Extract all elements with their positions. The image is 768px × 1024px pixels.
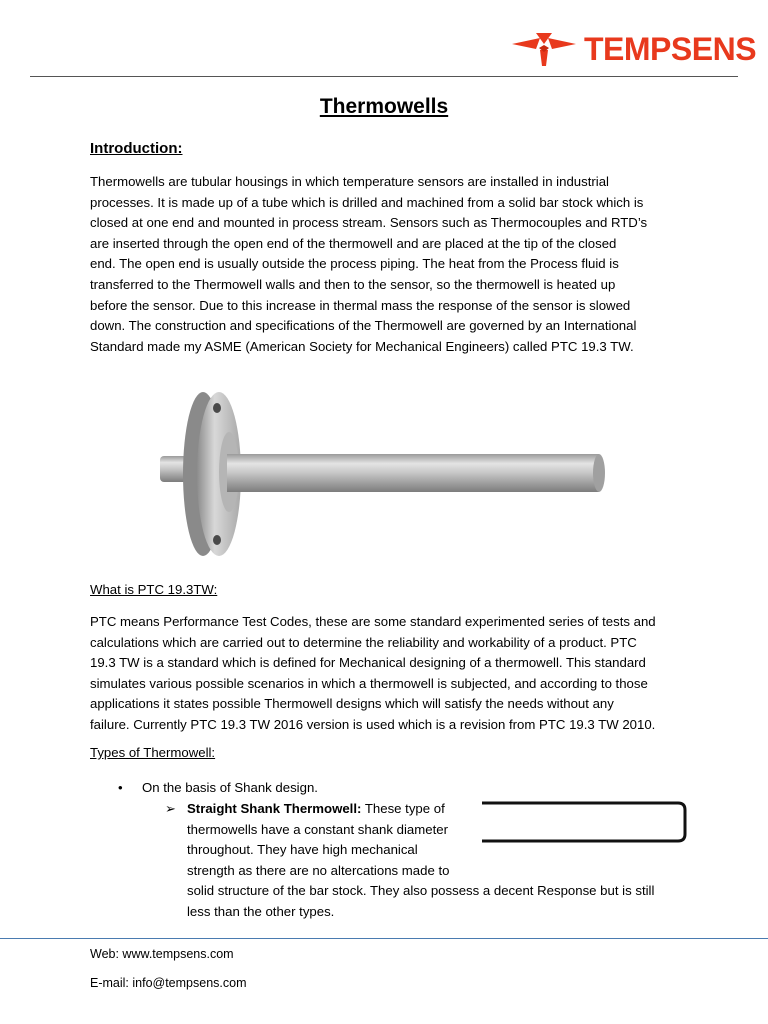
straight-shank-paragraph	[187, 799, 487, 881]
ptc-line: applications it states possible Thermowell designs which will satisfy the needs without any	[90, 696, 614, 712]
intro-line: transferred to the Thermowell walls and then to the sensor, so the thermowell is heated up	[90, 276, 616, 292]
tempsens-logo-icon	[510, 30, 580, 68]
introduction-heading: Introduction:	[90, 140, 183, 157]
ptc-line: failure. Currently PTC 19.3 TW 2016 version is used which is a revision from PTC 19.3 TW 2010.	[90, 716, 656, 732]
intro-line: down. The construction and specifications of the Thermowell are governed by an International	[90, 318, 637, 334]
arrow-bullet-icon: ➢	[165, 801, 176, 816]
straight-shank-line	[187, 799, 487, 820]
footer-email[interactable]: E-mail: info@tempsens.com	[90, 976, 247, 990]
ptc-line: simulates various possible scenarios in which a thermowell is subjected, and according to those	[90, 675, 648, 691]
ptc-line: PTC means Performance Test Codes, these are some standard experimented series of tests and	[90, 614, 656, 629]
straight-shank-line: less than the other types.	[187, 903, 335, 919]
ptc-paragraph	[90, 612, 690, 736]
page-title: Thermowells	[319, 95, 449, 118]
intro-line: processes. It is made up of a tube which is drilled and machined from a solid bar stock which is	[90, 194, 644, 210]
intro-line: are inserted through the open end of the thermowell and are placed at the tip of the closed	[90, 235, 617, 251]
intro-line: before the sensor. Due to this increase in thermal mass the response of the sensor is slowed	[90, 297, 631, 313]
ptc-line: calculations which are carried out to determine the reliability and workability of a product. PTC	[90, 634, 637, 650]
bullet-dot-icon: •	[118, 780, 123, 795]
thermowell-image	[155, 390, 615, 562]
bullet-text: On the basis of Shank design.	[142, 780, 318, 795]
header-divider	[30, 76, 738, 77]
intro-line: Thermowells are tubular housings in which temperature sensors are installed in industrial	[90, 174, 609, 189]
ptc-line: 19.3 TW is a standard which is defined for Mechanical designing of a thermowell. This standard	[90, 655, 646, 671]
intro-line: Standard made my ASME (American Society for Mechanical Engineers) called PTC 19.3 TW.	[90, 338, 634, 354]
straight-shank-continuation	[187, 881, 687, 922]
straight-shank-line: throughout. They have high mechanical	[187, 842, 418, 858]
straight-shank-text: These type of	[364, 801, 445, 816]
types-heading: Types of Thermowell:	[90, 745, 216, 760]
tempsens-logo	[510, 30, 757, 68]
straight-shank-label: Straight Shank Thermowell:	[187, 801, 362, 816]
footer-web[interactable]: Web: www.tempsens.com	[90, 947, 234, 961]
straight-shank-line: strength as there are no altercations made to	[187, 862, 450, 878]
intro-line: end. The open end is usually outside the process piping. The heat from the Process fluid is	[90, 256, 619, 272]
footer-divider	[0, 938, 768, 939]
straight-shank-diagram	[482, 800, 688, 846]
brand-name: TEMPSENS	[584, 31, 757, 67]
introduction-paragraph	[90, 172, 690, 357]
straight-shank-line: solid structure of the bar stock. They also possess a decent Response but is still	[187, 883, 655, 898]
ptc-heading: What is PTC 19.3TW:	[90, 582, 218, 597]
straight-shank-line: thermowells have a constant shank diameter	[187, 821, 448, 837]
intro-line: closed at one end and mounted in process stream. Sensors such as Thermocouples and RTD’s	[90, 215, 648, 231]
